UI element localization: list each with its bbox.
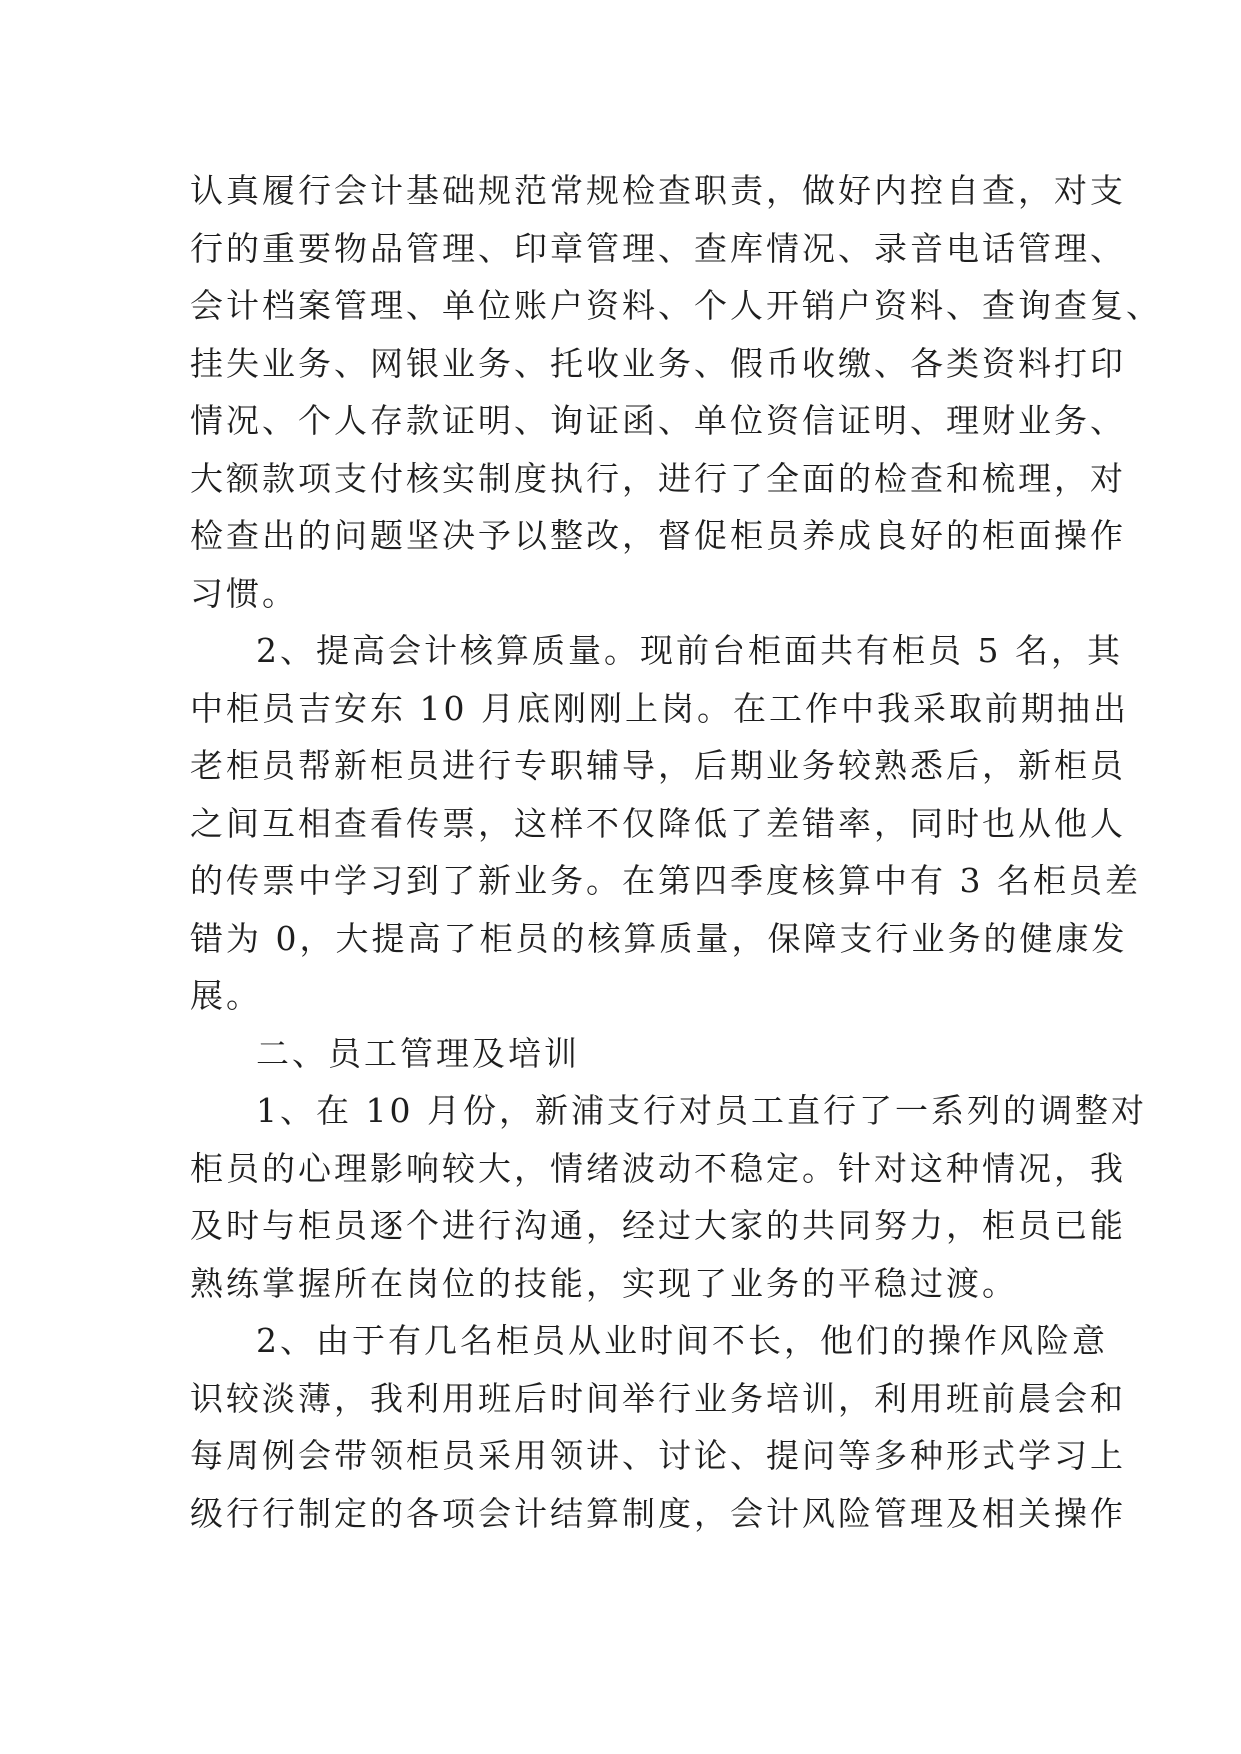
text-line: 检查出的问题坚决予以整改，督促柜员养成良好的柜面操作 xyxy=(190,516,1126,555)
text-line: 的传票中学习到了新业务。在第四季度核算中有 3 名柜员差 xyxy=(190,861,1141,900)
text-line: 挂失业务、网银业务、托收业务、假币收缴、各类资料打印 xyxy=(190,343,1126,383)
document-body xyxy=(190,162,1162,1542)
text-line: 每周例会带领柜员采用领讲、讨论、提问等多种形式学习上 xyxy=(190,1436,1126,1475)
text-line: 2、提高会计核算质量。现前台柜面共有柜员 5 名，其 xyxy=(256,631,1123,670)
text-line: 2、由于有几名柜员从业时间不长，他们的操作风险意 xyxy=(256,1321,1108,1360)
text-line: 识较淡薄，我利用班后时间举行业务培训，利用班前晨会和 xyxy=(190,1378,1126,1418)
text-line: 大额款项支付核实制度执行，进行了全面的检查和梳理，对 xyxy=(190,458,1126,498)
text-line: 情况、个人存款证明、询证函、单位资信证明、理财业务、 xyxy=(190,401,1126,440)
text-line: 之间互相查看传票，这样不仅降低了差错率，同时也从他人 xyxy=(190,803,1126,843)
text-line: 会计档案管理、单位账户资料、个人开销户资料、查询查复、 xyxy=(190,286,1162,325)
text-line: 展。 xyxy=(190,976,262,1015)
text-line: 熟练掌握所在岗位的技能，实现了业务的平稳过渡。 xyxy=(190,1263,1018,1303)
text-line: 级行行制定的各项会计结算制度，会计风险管理及相关操作 xyxy=(190,1493,1126,1533)
text-line: 认真履行会计基础规范常规检查职责，做好内控自查，对支 xyxy=(190,171,1126,210)
text-line: 错为 0，大提高了柜员的核算质量，保障支行业务的健康发 xyxy=(190,918,1128,958)
text-line: 老柜员帮新柜员进行专职辅导，后期业务较熟悉后，新柜员 xyxy=(190,746,1126,785)
text-line: 中柜员吉安东 10 月底刚刚上岗。在工作中我采取前期抽出 xyxy=(190,688,1129,728)
text-line: 行的重要物品管理、印章管理、查库情况、录音电话管理、 xyxy=(190,228,1126,268)
text-line: 及时与柜员逐个进行沟通，经过大家的共同努力，柜员已能 xyxy=(190,1206,1126,1245)
text-line: 柜员的心理影响较大，情绪波动不稳定。针对这种情况，我 xyxy=(190,1148,1126,1188)
text-line: 1、在 10 月份，新浦支行对员工直行了一系列的调整对 xyxy=(256,1091,1147,1130)
text-line: 习惯。 xyxy=(190,573,298,613)
text-line: 二、员工管理及培训 xyxy=(256,1033,580,1073)
